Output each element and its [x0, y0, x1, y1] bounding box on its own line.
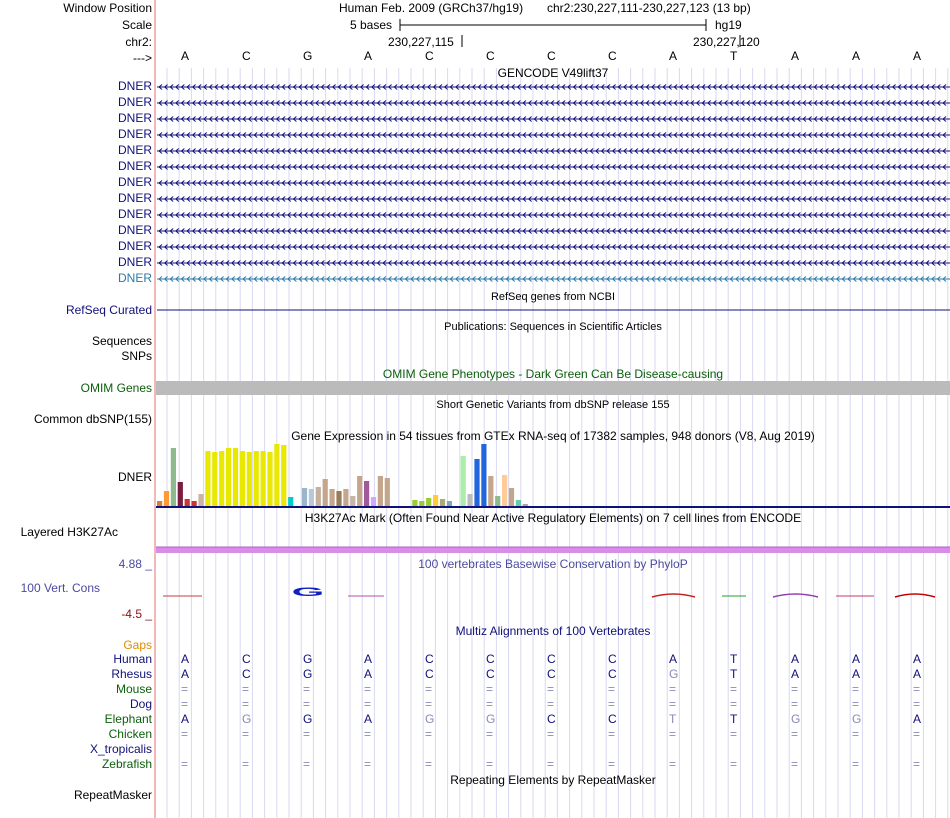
h3k27ac-signal-bar: [156, 547, 950, 553]
multiz-aligned-base: =: [669, 757, 677, 771]
multiz-species-label[interactable]: X_tropicalis: [89, 742, 152, 756]
gtex-tissue-bar[interactable]: [495, 496, 500, 506]
gencode-transcript-glyph[interactable]: [157, 213, 950, 218]
gtex-tissue-bar[interactable]: [171, 448, 176, 506]
multiz-aligned-base: =: [425, 727, 433, 741]
multiz-aligned-base: =: [303, 697, 311, 711]
position-text: chr2:230,227,111-230,227,123 (13 bp): [547, 1, 751, 15]
multiz-aligned-base: =: [791, 697, 799, 711]
multiz-aligned-base: A: [791, 667, 800, 681]
multiz-aligned-base: =: [791, 727, 799, 741]
snps-track-label[interactable]: SNPs: [121, 349, 152, 363]
multiz-aligned-base: =: [913, 757, 921, 771]
multiz-aligned-base: A: [181, 667, 190, 681]
phylop-max-label: 4.88 _: [118, 557, 152, 571]
multiz-aligned-base: A: [791, 652, 800, 666]
reference-base: C: [486, 49, 495, 63]
multiz-aligned-base: =: [852, 727, 860, 741]
multiz-aligned-base: G: [669, 667, 679, 681]
gtex-tissue-bar[interactable]: [198, 494, 203, 506]
multiz-aligned-base: G: [791, 712, 801, 726]
gtex-tissue-bar[interactable]: [247, 452, 252, 506]
gtex-tissue-bar[interactable]: [233, 448, 238, 506]
multiz-aligned-base: =: [791, 757, 799, 771]
gencode-transcript-glyph[interactable]: [157, 133, 950, 138]
multiz-aligned-base: =: [181, 757, 189, 771]
multiz-aligned-base: C: [547, 712, 556, 726]
gencode-transcript-label[interactable]: DNER: [117, 95, 152, 109]
multiz-aligned-base: C: [547, 652, 556, 666]
gtex-tissue-bar[interactable]: [474, 459, 479, 506]
refseq-track-title: RefSeq genes from NCBI: [490, 291, 616, 303]
gtex-track-title: Gene Expression in 54 tissues from GTEx RNA-seq of 17382 samples, 948 donors (V8, Aug 2019): [291, 429, 815, 443]
multiz-aligned-base: G: [303, 652, 313, 666]
publications-track-label[interactable]: Sequences: [91, 334, 152, 348]
gtex-tissue-bar[interactable]: [502, 475, 507, 506]
gtex-tissue-bar[interactable]: [302, 488, 307, 506]
multiz-aligned-base: A: [852, 652, 861, 666]
multiz-aligned-base: =: [730, 727, 738, 741]
multiz-aligned-base: A: [364, 667, 373, 681]
gencode-transcript-label[interactable]: DNER: [117, 111, 152, 125]
gtex-tissue-bar[interactable]: [226, 448, 231, 506]
multiz-aligned-base: =: [730, 757, 738, 771]
h3k27ac-track-title: H3K27Ac Mark (Often Found Near Active Regulatory Elements) on 7 cell lines from ENCODE: [304, 511, 802, 525]
gtex-tissue-bar[interactable]: [509, 488, 514, 506]
multiz-aligned-base: C: [608, 667, 617, 681]
gencode-track-glyphs: [157, 85, 950, 282]
gtex-tissue-bar[interactable]: [412, 500, 417, 506]
multiz-aligned-base: =: [608, 697, 616, 711]
gencode-transcript-glyph[interactable]: [157, 277, 950, 282]
multiz-aligned-base: =: [547, 697, 555, 711]
gtex-tissue-bar[interactable]: [371, 497, 376, 506]
phylop-min-label: -4.5 _: [121, 607, 152, 621]
multiz-aligned-base: =: [364, 682, 372, 696]
multiz-aligned-base: =: [242, 727, 250, 741]
gencode-transcript-label[interactable]: DNER: [117, 271, 152, 285]
gencode-transcript-label[interactable]: DNER: [117, 207, 152, 221]
multiz-aligned-base: A: [913, 652, 922, 666]
multiz-aligned-base: A: [181, 712, 190, 726]
multiz-aligned-base: =: [669, 697, 677, 711]
multiz-aligned-base: =: [852, 757, 860, 771]
repeatmasker-track-label[interactable]: RepeatMasker: [73, 788, 152, 802]
multiz-aligned-base: =: [181, 727, 189, 741]
reference-base: A: [669, 49, 678, 63]
multiz-aligned-base: =: [913, 682, 921, 696]
repeatmasker-track-title: Repeating Elements by RepeatMasker: [450, 773, 656, 787]
reference-base: T: [730, 49, 738, 63]
gtex-tissue-bar[interactable]: [192, 501, 197, 506]
gtex-tissue-bar[interactable]: [281, 445, 286, 506]
db-text: hg19: [715, 18, 742, 32]
strand-label: --->: [133, 51, 152, 65]
scale-text: 5 bases: [350, 18, 393, 32]
omim-track-title: OMIM Gene Phenotypes - Dark Green Can Be Disease-causing: [382, 367, 724, 381]
multiz-aligned-base: =: [486, 727, 494, 741]
multiz-aligned-base: C: [486, 667, 495, 681]
multiz-aligned-base: G: [303, 667, 313, 681]
multiz-aligned-base: =: [547, 727, 555, 741]
gtex-tissue-bar[interactable]: [433, 495, 438, 506]
gencode-transcript-label[interactable]: DNER: [117, 143, 152, 157]
multiz-aligned-base: C: [242, 652, 251, 666]
gtex-tissue-bar[interactable]: [164, 491, 169, 506]
gtex-tissue-bar[interactable]: [447, 501, 452, 506]
multiz-aligned-base: C: [425, 667, 434, 681]
gencode-transcript-label[interactable]: DNER: [117, 175, 152, 189]
multiz-aligned-base: =: [486, 757, 494, 771]
multiz-aligned-base: =: [425, 757, 433, 771]
phylop-score-mark: [652, 594, 695, 597]
multiz-aligned-base: T: [669, 712, 677, 726]
gencode-transcript-glyph[interactable]: [157, 197, 950, 202]
gtex-tissue-bar[interactable]: [178, 482, 183, 506]
multiz-species-label[interactable]: Dog: [129, 697, 152, 711]
gtex-tissue-bar[interactable]: [309, 489, 314, 506]
multiz-aligned-base: =: [669, 682, 677, 696]
multiz-aligned-base: A: [364, 652, 373, 666]
gencode-transcript-label[interactable]: DNER: [117, 239, 152, 253]
multiz-aligned-base: =: [364, 757, 372, 771]
multiz-aligned-base: =: [852, 682, 860, 696]
gencode-transcript-label[interactable]: DNER: [117, 191, 152, 205]
multiz-aligned-base: A: [852, 667, 861, 681]
scale-label: Scale: [121, 18, 152, 32]
multiz-aligned-base: =: [303, 727, 311, 741]
gencode-transcript-glyph[interactable]: [157, 101, 950, 106]
multiz-species-label[interactable]: Zebrafish: [101, 757, 152, 771]
gtex-tissue-bar[interactable]: [378, 476, 383, 506]
multiz-aligned-base: G: [486, 712, 496, 726]
multiz-species-label[interactable]: Chicken: [108, 727, 152, 741]
gtex-tissue-bar[interactable]: [516, 500, 521, 506]
gencode-transcript-glyph[interactable]: [157, 229, 950, 234]
multiz-aligned-base: A: [913, 712, 922, 726]
gtex-tissue-bar[interactable]: [267, 452, 272, 506]
base-grid: [167, 68, 948, 818]
multiz-aligned-base: =: [486, 697, 494, 711]
reference-base: A: [181, 49, 190, 63]
multiz-aligned-base: =: [303, 682, 311, 696]
phylop-score-mark: [773, 594, 818, 597]
gtex-tissue-bar[interactable]: [240, 451, 245, 506]
multiz-aligned-base: =: [242, 757, 250, 771]
gtex-tissue-bar[interactable]: [185, 499, 190, 506]
gtex-tissue-bar[interactable]: [357, 476, 362, 506]
multiz-species-label[interactable]: Rhesus: [111, 667, 152, 681]
multiz-aligned-base: =: [608, 682, 616, 696]
gtex-tissue-bar[interactable]: [261, 451, 266, 506]
multiz-aligned-base: A: [364, 712, 373, 726]
multiz-aligned-base: T: [730, 667, 738, 681]
gtex-tissue-bar[interactable]: [364, 481, 369, 506]
multiz-aligned-base: C: [425, 652, 434, 666]
h3k27ac-track-label[interactable]: Layered H3K27Ac: [20, 525, 118, 539]
assembly-text: Human Feb. 2009 (GRCh37/hg19): [339, 1, 524, 15]
gencode-transcript-glyph[interactable]: [157, 117, 950, 122]
gtex-tissue-bar[interactable]: [157, 501, 162, 506]
gtex-tissue-bar[interactable]: [205, 451, 210, 506]
reference-base: C: [425, 49, 434, 63]
gtex-tissue-bar[interactable]: [426, 498, 431, 506]
multiz-aligned-base: =: [852, 697, 860, 711]
phylop-track-label[interactable]: 100 Vert. Cons: [20, 581, 100, 595]
multiz-aligned-base: =: [730, 682, 738, 696]
reference-base: C: [608, 49, 617, 63]
multiz-aligned-base: G: [242, 712, 252, 726]
gtex-tissue-bar[interactable]: [316, 487, 321, 506]
gtex-tissue-bar[interactable]: [288, 497, 293, 506]
gtex-tissue-bar[interactable]: [523, 504, 528, 506]
phylop-glyphs: [163, 585, 935, 599]
gencode-transcript-glyph[interactable]: [157, 261, 950, 266]
multiz-aligned-base: C: [608, 652, 617, 666]
phylop-score-mark: [895, 594, 935, 597]
gencode-transcript-glyph[interactable]: [157, 165, 950, 170]
gencode-transcript-glyph[interactable]: [157, 245, 950, 250]
dbsnp-track-label[interactable]: Common dbSNP(155): [33, 412, 152, 426]
refseq-track-label[interactable]: RefSeq Curated: [65, 303, 152, 317]
gtex-tissue-bar[interactable]: [219, 451, 224, 506]
reference-base: A: [852, 49, 861, 63]
multiz-species-label[interactable]: Mouse: [115, 682, 152, 696]
gencode-transcript-label[interactable]: DNER: [117, 79, 152, 93]
multiz-aligned-base: =: [181, 682, 189, 696]
multiz-aligned-base: =: [669, 727, 677, 741]
reference-base: G: [303, 49, 313, 63]
phylop-conserved-base: G: [291, 585, 325, 599]
gtex-tissue-bar[interactable]: [336, 491, 341, 506]
gtex-tissue-bar[interactable]: [481, 444, 486, 506]
gtex-tissue-bar[interactable]: [254, 451, 259, 506]
reference-base: A: [791, 49, 800, 63]
gtex-tissue-bar[interactable]: [468, 494, 473, 506]
multiz-aligned-base: =: [913, 697, 921, 711]
multiz-aligned-base: A: [181, 652, 190, 666]
multiz-aligned-base: T: [730, 652, 738, 666]
multiz-aligned-base: =: [242, 682, 250, 696]
multiz-aligned-base: =: [425, 682, 433, 696]
multiz-aligned-base: =: [608, 727, 616, 741]
window-position-label: Window Position: [63, 1, 152, 15]
multiz-aligned-base: =: [547, 757, 555, 771]
reference-base: A: [364, 49, 373, 63]
coord-left: 230,227,115: [388, 35, 454, 49]
dbsnp-track-title: Short Genetic Variants from dbSNP release 155: [436, 399, 670, 411]
coord-right: 230,227,120: [693, 35, 760, 49]
multiz-aligned-base: =: [425, 697, 433, 711]
gencode-transcript-glyph[interactable]: [157, 181, 950, 186]
gencode-transcript-label[interactable]: DNER: [117, 127, 152, 141]
gtex-track-label[interactable]: DNER: [117, 470, 152, 484]
gtex-tissue-bar[interactable]: [343, 489, 348, 506]
multiz-aligned-base: =: [364, 727, 372, 741]
gtex-tissue-bar[interactable]: [350, 496, 355, 506]
gtex-tissue-bar[interactable]: [330, 489, 335, 506]
gtex-tissue-bar[interactable]: [385, 478, 390, 506]
reference-base: C: [547, 49, 556, 63]
gtex-tissue-bar[interactable]: [461, 456, 466, 506]
multiz-aligned-base: =: [547, 682, 555, 696]
gtex-tissue-bar[interactable]: [440, 499, 445, 506]
gencode-transcript-label[interactable]: DNER: [117, 223, 152, 237]
gtex-tissue-bar[interactable]: [323, 479, 328, 506]
gencode-transcript-glyph[interactable]: [157, 85, 950, 90]
multiz-aligned-base: =: [303, 757, 311, 771]
multiz-aligned-base: A: [913, 667, 922, 681]
multiz-aligned-base: =: [791, 682, 799, 696]
gtex-tissue-bar[interactable]: [212, 452, 217, 506]
reference-base: A: [913, 49, 922, 63]
multiz-aligned-base: =: [486, 682, 494, 696]
multiz-aligned-base: C: [242, 667, 251, 681]
gtex-tissue-bar[interactable]: [419, 501, 424, 506]
multiz-aligned-base: G: [852, 712, 862, 726]
multiz-aligned-base: C: [608, 712, 617, 726]
multiz-aligned-base: =: [913, 727, 921, 741]
omim-track-label[interactable]: OMIM Genes: [80, 381, 152, 395]
phylop-track-title: 100 vertebrates Basewise Conservation by PhyloP: [418, 557, 688, 571]
multiz-aligned-base: G: [425, 712, 435, 726]
multiz-aligned-base: =: [608, 757, 616, 771]
multiz-species-label[interactable]: Human: [113, 652, 152, 666]
reference-base: C: [242, 49, 251, 63]
multiz-aligned-base: C: [486, 652, 495, 666]
multiz-gaps-label: Gaps: [123, 638, 152, 652]
multiz-aligned-base: C: [547, 667, 556, 681]
gencode-transcript-label[interactable]: DNER: [117, 255, 152, 269]
multiz-aligned-base: =: [364, 697, 372, 711]
publications-track-title: Publications: Sequences in Scientific Articles: [444, 321, 662, 333]
multiz-track-title: Multiz Alignments of 100 Vertebrates: [455, 624, 651, 638]
multiz-aligned-base: A: [669, 652, 678, 666]
gencode-track-title: GENCODE V49lift37: [497, 66, 609, 80]
multiz-aligned-base: =: [730, 697, 738, 711]
chrom-label: chr2:: [125, 35, 152, 49]
multiz-species-label[interactable]: Elephant: [104, 712, 152, 726]
gencode-transcript-glyph[interactable]: [157, 149, 950, 154]
multiz-aligned-base: G: [303, 712, 313, 726]
gencode-transcript-label[interactable]: DNER: [117, 159, 152, 173]
multiz-aligned-base: T: [730, 712, 738, 726]
gtex-tissue-bar[interactable]: [488, 476, 493, 506]
gtex-tissue-bar[interactable]: [274, 444, 279, 506]
omim-feature-bar[interactable]: [156, 381, 950, 395]
multiz-aligned-base: =: [242, 697, 250, 711]
multiz-aligned-base: =: [181, 697, 189, 711]
